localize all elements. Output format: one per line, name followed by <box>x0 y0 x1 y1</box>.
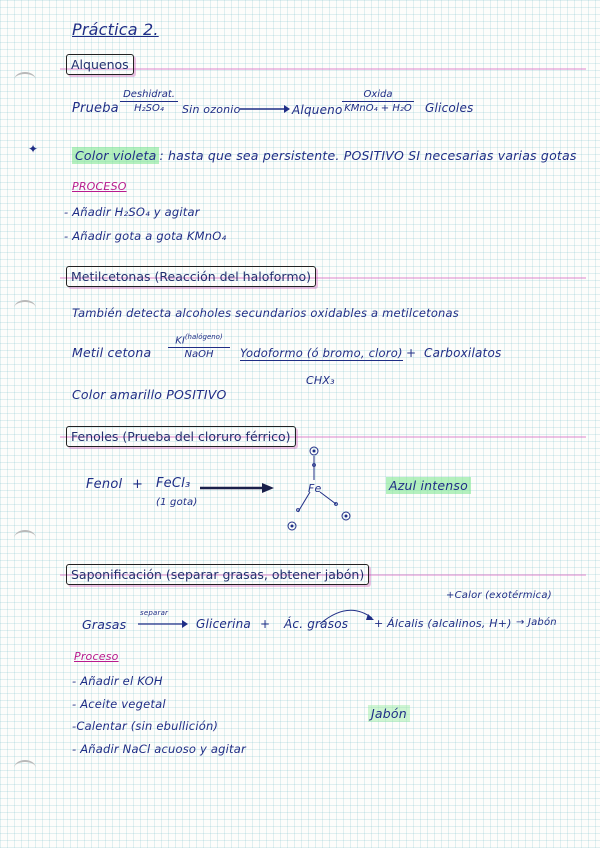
arrow-bottom-text: H₂SO₄ <box>134 103 164 114</box>
arrow-icon <box>240 104 290 114</box>
fenol-label: Fenol <box>86 477 123 492</box>
ring-hole <box>14 300 36 316</box>
proceso-heading: PROCESO <box>72 180 127 193</box>
proceso-step: - Añadir gota a gota KMnO₄ <box>64 229 227 243</box>
bullet-mark: ✦ <box>28 142 39 156</box>
arrow-oxida-label <box>342 89 414 114</box>
glicerina-label: Glicerina <box>196 617 251 631</box>
color-amarillo: Color amarillo POSITIVO <box>72 387 227 402</box>
ring-hole <box>14 530 36 546</box>
proceso-heading: Proceso <box>74 650 119 663</box>
heading-saponificacion: Saponificación (separar grasas, obtener jabón) <box>66 564 369 585</box>
proceso-step: - Añadir el KOH <box>72 674 163 688</box>
calor-label: +Calor (exotérmica) <box>446 590 552 601</box>
plus-sign: + <box>406 346 417 360</box>
prueba-label: Prueba <box>72 101 119 116</box>
azul-intenso <box>386 478 471 493</box>
heading-alquenos: Alquenos <box>66 54 134 75</box>
plus-sign: + <box>260 617 271 631</box>
arrow-top-text: KI <box>175 335 185 347</box>
ac-grasos-label: Ác. grasos <box>284 617 349 631</box>
jabon-highlight: Jabón <box>368 705 410 722</box>
proceso-step: - Añadir H₂SO₄ y agitar <box>64 205 200 219</box>
arrow-icon <box>138 619 188 629</box>
proceso-step: - Añadir NaCl acuoso y agitar <box>72 742 246 756</box>
color-violeta-line <box>72 148 577 163</box>
proceso-step: - Aceite vegetal <box>72 697 166 711</box>
arrow-ki-label <box>168 333 230 360</box>
alqueno-label: Alqueno <box>292 103 343 117</box>
metilcetonas-also: También detecta alcoholes secundarios oxidables a metilcetonas <box>72 306 459 320</box>
fe-label: Fe <box>308 482 322 495</box>
arrow-deshidrat-label <box>120 89 178 114</box>
curved-arrow-icon <box>318 604 378 628</box>
grasas-label: Grasas <box>82 617 127 632</box>
ring-hole <box>14 760 36 776</box>
alcalis-label: + Álcalis (alcalinos, H+) <box>374 617 512 630</box>
separar-label: separar <box>140 609 169 617</box>
proceso-step: -Calentar (sin ebullición) <box>72 719 219 733</box>
carboxilatos-label: Carboxilatos <box>424 346 502 360</box>
fecl3-label: FeCl₃ <box>156 476 191 491</box>
color-violeta-rest: : hasta que sea persistente. POSITIVO SI necesarias varias gotas <box>159 148 577 163</box>
fecl3-note: (1 gota) <box>156 497 198 508</box>
sin-ozonio-label: Sin ozonio <box>182 103 241 116</box>
arrow-icon <box>200 482 274 494</box>
highlight-line <box>60 68 586 70</box>
jabon-inline: → Jabón <box>516 617 557 628</box>
plus-sign: + <box>132 477 144 492</box>
heading-fenoles: Fenoles (Prueba del cloruro férrico) <box>66 426 296 447</box>
azul-intenso-highlight: Azul intenso <box>386 477 471 494</box>
chx3-label: CHX₃ <box>306 374 335 387</box>
yodoformo-label: Yodoformo (ó bromo, cloro) <box>240 346 403 360</box>
page-title: Práctica 2. <box>72 20 159 39</box>
ring-hole <box>14 72 36 88</box>
metil-cetona-label: Metil cetona <box>72 345 152 360</box>
color-violeta-highlight: Color violeta <box>72 147 159 164</box>
glicoles-label: Glicoles <box>425 101 474 115</box>
arrow-bottom-text: NaOH <box>184 349 214 361</box>
heading-metilcetonas: Metilcetonas (Reacción del haloformo) <box>66 266 316 287</box>
arrow-bottom-text: KMnO₄ + H₂O <box>344 103 412 114</box>
arrow-top-text: Oxida <box>342 89 414 102</box>
arrow-top-text: Deshidrat. <box>120 89 178 102</box>
arrow-top-sup: (halógeno) <box>184 333 223 341</box>
jabon-result <box>368 706 410 721</box>
